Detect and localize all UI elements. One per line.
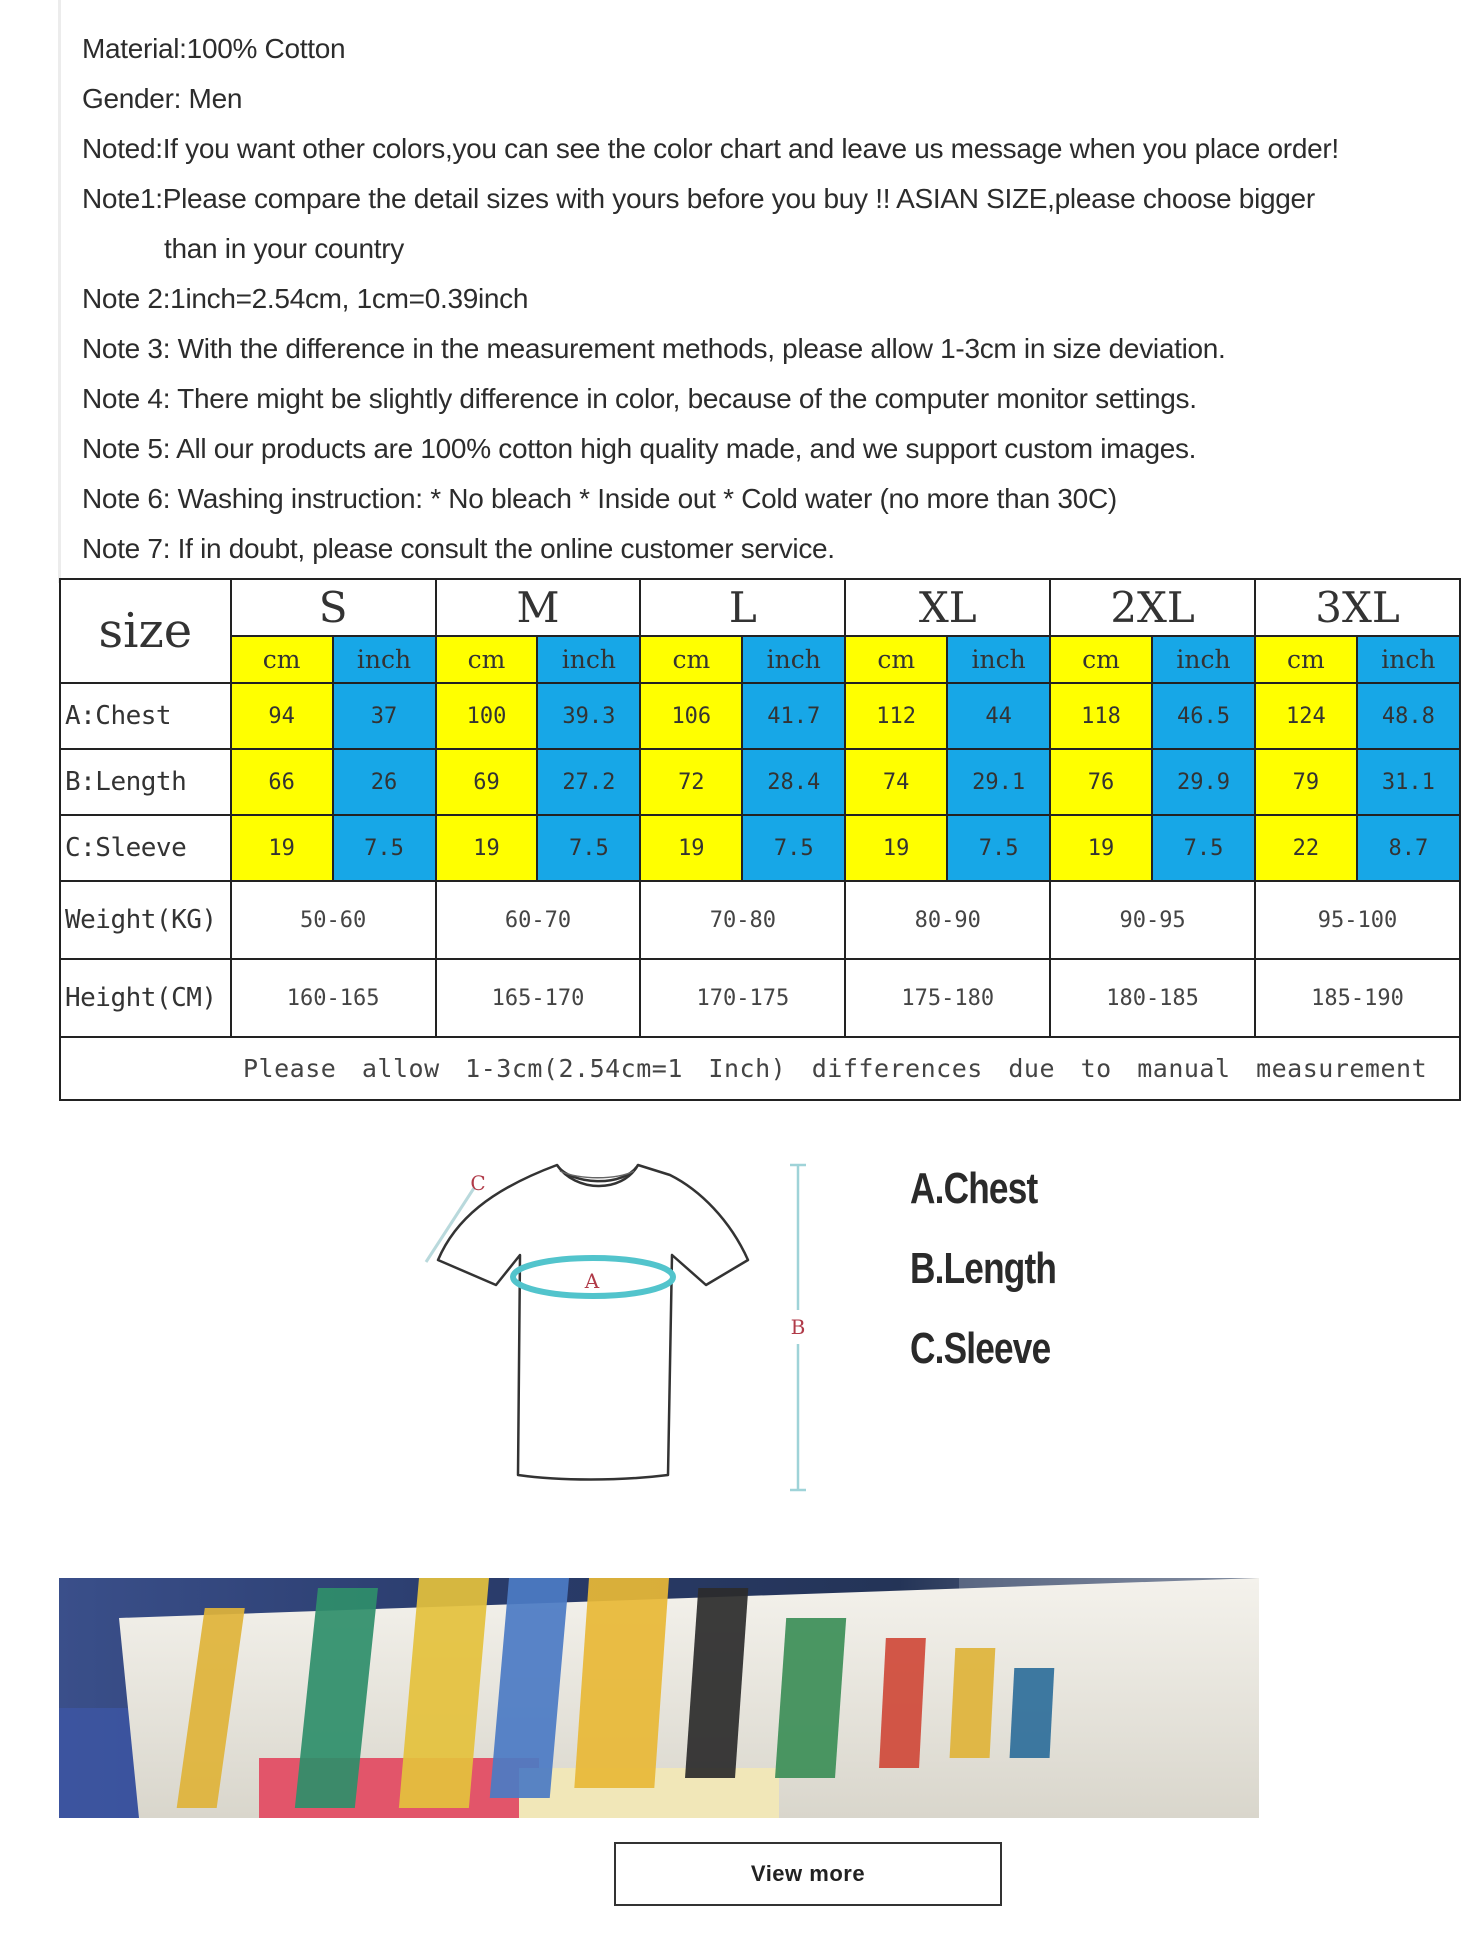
height-range: 160-165 <box>231 959 436 1037</box>
cell-value: 22 <box>1255 815 1357 881</box>
legend-length: B.Length <box>910 1244 1057 1293</box>
weight-row <box>60 881 1460 959</box>
unit-inch: inch <box>333 636 436 683</box>
weight-range: 50-60 <box>231 881 436 959</box>
note-1: Note1:Please compare the detail sizes with yours before you buy !! ASIAN SIZE,please choose bigger <box>82 183 1315 214</box>
note-5: Note 5: All our products are 100% cotton high quality made, and we support custom images. <box>82 433 1197 464</box>
note-2: Note 2:1inch=2.54cm, 1cm=0.39inch <box>82 283 529 314</box>
row-label-sleeve: C:Sleeve <box>60 815 231 881</box>
cell-value: 100 <box>436 683 538 749</box>
unit-cm: cm <box>231 636 333 683</box>
measurement-diagram <box>410 1150 1130 1500</box>
height-range: 170-175 <box>640 959 845 1037</box>
cell-value: 19 <box>436 815 538 881</box>
weight-range: 95-100 <box>1255 881 1460 959</box>
unit-cm: cm <box>640 636 742 683</box>
cell-value: 19 <box>640 815 742 881</box>
cell-value: 94 <box>231 683 333 749</box>
unit-inch: inch <box>742 636 845 683</box>
sleeve-row <box>60 815 1460 881</box>
product-notes <box>82 28 1452 578</box>
size-s: S <box>231 579 436 636</box>
cell-value: 7.5 <box>537 815 640 881</box>
height-range: 165-170 <box>436 959 641 1037</box>
unit-cm: cm <box>845 636 947 683</box>
weight-range: 70-80 <box>640 881 845 959</box>
marker-b: B <box>790 1315 806 1339</box>
note-gender: Gender: Men <box>82 83 243 114</box>
cell-value: 19 <box>845 815 947 881</box>
cell-value: 19 <box>1050 815 1152 881</box>
unit-inch: inch <box>947 636 1050 683</box>
cell-value: 72 <box>640 749 742 815</box>
row-label-weight: Weight(KG) <box>60 881 231 959</box>
cell-value: 8.7 <box>1357 815 1460 881</box>
height-range: 180-185 <box>1050 959 1255 1037</box>
height-range: 175-180 <box>845 959 1050 1037</box>
height-range: 185-190 <box>1255 959 1460 1037</box>
chest-row <box>60 683 1460 749</box>
size-3xl: 3XL <box>1255 579 1460 636</box>
row-label-length: B:Length <box>60 749 231 815</box>
cell-value: 112 <box>845 683 947 749</box>
weight-range: 60-70 <box>436 881 641 959</box>
unit-cm: cm <box>1050 636 1152 683</box>
row-label-height: Height(CM) <box>60 959 231 1037</box>
note-3: Note 3: With the difference in the measurement methods, please allow 1-3cm in size deviation. <box>82 333 1226 364</box>
weight-range: 80-90 <box>845 881 1050 959</box>
row-label-chest: A:Chest <box>60 683 231 749</box>
cell-value: 7.5 <box>1152 815 1255 881</box>
measurement-note: Please allow 1-3cm(2.54cm=1 Inch) differences due to manual measurement <box>60 1037 1460 1100</box>
cell-value: 19 <box>231 815 333 881</box>
marker-c: C <box>470 1171 486 1195</box>
size-l: L <box>640 579 845 636</box>
unit-cm: cm <box>436 636 538 683</box>
unit-inch: inch <box>1357 636 1460 683</box>
cell-value: 79 <box>1255 749 1357 815</box>
unit-inch: inch <box>1152 636 1255 683</box>
note-7: Note 7: If in doubt, please consult the online customer service. <box>82 533 835 564</box>
note-4: Note 4: There might be slightly difference in color, because of the computer monitor settings. <box>82 383 1197 414</box>
note-colors: Noted:If you want other colors,you can see the color chart and leave us message when you place order! <box>82 133 1339 164</box>
size-chart-table <box>59 578 1461 1101</box>
cell-value: 31.1 <box>1357 749 1460 815</box>
cell-value: 66 <box>231 749 333 815</box>
size-m: M <box>436 579 641 636</box>
legend-chest: A.Chest <box>910 1164 1038 1213</box>
cell-value: 74 <box>845 749 947 815</box>
unit-inch: inch <box>537 636 640 683</box>
product-photo <box>59 1578 1259 1818</box>
cell-value: 37 <box>333 683 436 749</box>
footer-row <box>60 1037 1460 1100</box>
cell-value: 69 <box>436 749 538 815</box>
cell-value: 28.4 <box>742 749 845 815</box>
height-row <box>60 959 1460 1037</box>
cell-value: 124 <box>1255 683 1357 749</box>
note-6: Note 6: Washing instruction: * No bleach * Inside out * Cold water (no more than 30C) <box>82 483 1117 514</box>
note-1-continued: than in your country <box>164 233 404 264</box>
cell-value: 29.1 <box>947 749 1050 815</box>
size-header-row <box>60 579 1460 636</box>
size-xl: XL <box>845 579 1050 636</box>
left-rule <box>58 0 61 583</box>
cell-value: 7.5 <box>333 815 436 881</box>
cell-value: 46.5 <box>1152 683 1255 749</box>
cell-value: 7.5 <box>947 815 1050 881</box>
size-2xl: 2XL <box>1050 579 1255 636</box>
unit-cm: cm <box>1255 636 1357 683</box>
length-row <box>60 749 1460 815</box>
view-more-button[interactable]: View more <box>614 1842 1002 1906</box>
cell-value: 48.8 <box>1357 683 1460 749</box>
fabric-photo-icon <box>59 1578 1259 1818</box>
cell-value: 41.7 <box>742 683 845 749</box>
legend-sleeve: C.Sleeve <box>910 1324 1051 1373</box>
cell-value: 7.5 <box>742 815 845 881</box>
marker-a: A <box>584 1269 600 1293</box>
cell-value: 44 <box>947 683 1050 749</box>
cell-value: 76 <box>1050 749 1152 815</box>
cell-value: 118 <box>1050 683 1152 749</box>
note-material: Material:100% Cotton <box>82 33 346 64</box>
size-header-label: size <box>60 579 231 683</box>
weight-range: 90-95 <box>1050 881 1255 959</box>
cell-value: 106 <box>640 683 742 749</box>
cell-value: 29.9 <box>1152 749 1255 815</box>
cell-value: 26 <box>333 749 436 815</box>
cell-value: 27.2 <box>537 749 640 815</box>
cell-value: 39.3 <box>537 683 640 749</box>
unit-row <box>60 636 1460 683</box>
